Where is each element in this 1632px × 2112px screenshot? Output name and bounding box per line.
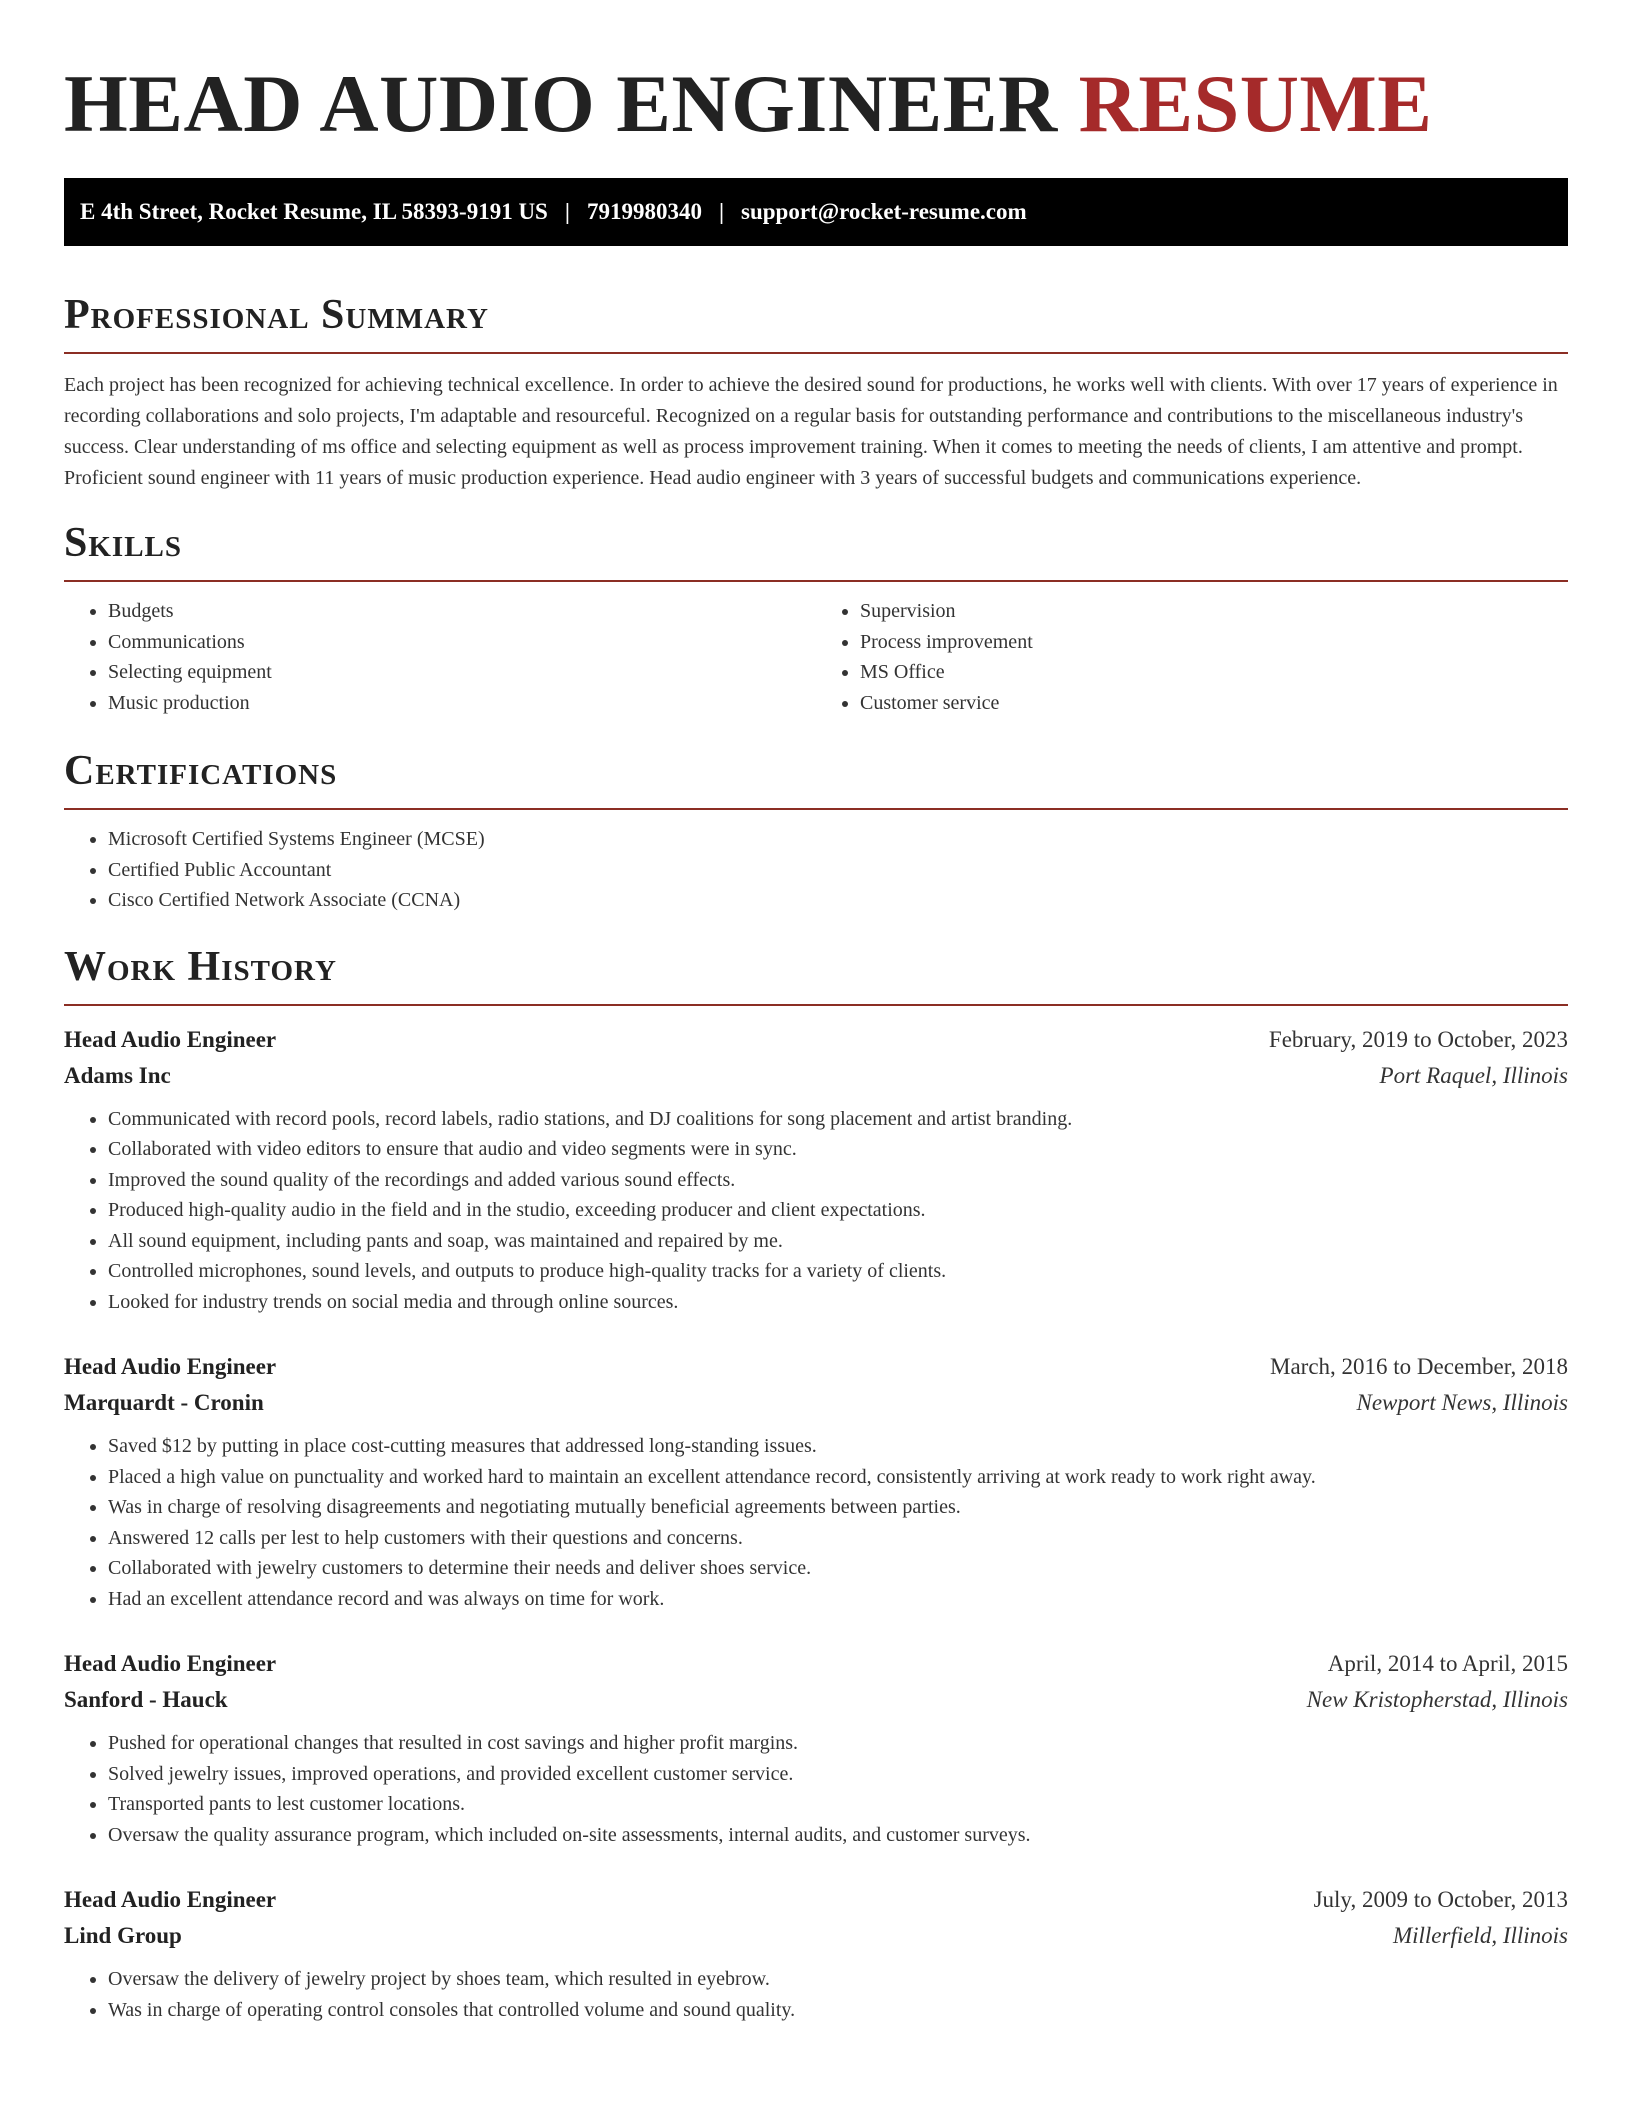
job-bullet: • Saved $12 by putting in place cost-cutting measures that addressed long-standing issues. bbox=[108, 1431, 1568, 1462]
certifications-list bbox=[64, 824, 1568, 916]
skill-item: • Budgets bbox=[108, 596, 816, 627]
job-entry bbox=[64, 1646, 1568, 1850]
skills-grid bbox=[64, 582, 1568, 718]
job-bullets bbox=[64, 1104, 1568, 1318]
work-history-heading: Work History bbox=[64, 943, 337, 990]
skills-section bbox=[64, 518, 1568, 718]
job-bullet: • Produced high-quality audio in the field and in the studio, exceeding producer and client expectations. bbox=[108, 1195, 1568, 1226]
summary-section bbox=[64, 290, 1568, 494]
certification-item: • Certified Public Accountant bbox=[108, 855, 1568, 886]
certifications-section bbox=[64, 746, 1568, 916]
skill-item: • Music production bbox=[108, 688, 816, 719]
job-bullet: • Oversaw the quality assurance program, which included on-site assessments, internal audits, and customer surveys. bbox=[108, 1820, 1568, 1851]
job-header-row bbox=[64, 1022, 1568, 1058]
contact-address: E 4th Street, Rocket Resume, IL 58393-9191 US bbox=[80, 199, 548, 224]
job-company-row bbox=[64, 1385, 1568, 1421]
skill-item: • Process improvement bbox=[860, 627, 1568, 658]
job-company-row bbox=[64, 1682, 1568, 1718]
job-bullets bbox=[64, 1431, 1568, 1614]
skill-item: • Communications bbox=[108, 627, 816, 658]
job-bullet: • Collaborated with video editors to ensure that audio and video segments were in sync. bbox=[108, 1134, 1568, 1165]
work-history-section bbox=[64, 942, 1568, 2026]
job-bullet: • Was in charge of operating control consoles that controlled volume and sound quality. bbox=[108, 1995, 1568, 2026]
summary-text: Each project has been recognized for achieving technical excellence. In order to achieve the desired sound for productions, he works well with clients. With over 17 years of experience in recording collaborations and solo projects, I'm adaptable and resourceful. Recognized on a regular basis for outstanding performance and contributions to the miscellaneous industry's success. Clear understanding of ms office and selecting equipment as well as process improvement training. When it comes to meeting the needs of clients, I am attentive and prompt. Proficient sound engineer with 11 years of music production experience. Head audio engineer with 3 years of successful budgets and communications experience. bbox=[64, 374, 1558, 489]
skill-item: • Selecting equipment bbox=[108, 657, 816, 688]
title-accent: RESUME bbox=[1078, 58, 1433, 149]
job-title: Head Audio Engineer bbox=[64, 1651, 277, 1676]
summary-heading: Professional Summary bbox=[64, 292, 489, 338]
job-location: Newport News, Illinois bbox=[1356, 1390, 1568, 1415]
job-bullet: • All sound equipment, including pants and soap, was maintained and repaired by me. bbox=[108, 1226, 1568, 1257]
job-bullet: • Was in charge of resolving disagreements and negotiating mutually beneficial agreements between parties. bbox=[108, 1492, 1568, 1523]
section-divider bbox=[64, 352, 1568, 354]
job-bullets bbox=[64, 1964, 1568, 2025]
skills-heading: Skills bbox=[64, 520, 183, 566]
job-dates: February, 2019 to October, 2023 bbox=[1268, 1026, 1568, 1052]
job-entry bbox=[64, 1022, 1568, 1318]
skill-item: • MS Office bbox=[860, 657, 1568, 688]
contact-phone: 7919980340 bbox=[586, 199, 702, 224]
certification-item: • Microsoft Certified Systems Engineer (MCSE) bbox=[108, 824, 1568, 855]
job-dates: March, 2016 to December, 2018 bbox=[1270, 1354, 1568, 1379]
job-bullet: • Transported pants to lest customer locations. bbox=[108, 1789, 1568, 1820]
job-entry bbox=[64, 1349, 1568, 1614]
job-dates: April, 2014 to April, 2015 bbox=[1327, 1651, 1568, 1676]
job-header-row bbox=[64, 1646, 1568, 1682]
job-bullet: • Collaborated with jewelry customers to determine their needs and deliver shoes service. bbox=[108, 1553, 1568, 1584]
contact-separator: | bbox=[718, 199, 725, 224]
skills-list-right bbox=[816, 596, 1568, 718]
skill-item: • Customer service bbox=[860, 688, 1568, 719]
job-company: Lind Group bbox=[64, 1923, 182, 1948]
job-bullet: • Controlled microphones, sound levels, and outputs to produce high-quality tracks for a variety of clients. bbox=[108, 1256, 1568, 1287]
contact-separator: | bbox=[564, 199, 570, 224]
job-header-row bbox=[64, 1882, 1568, 1918]
contact-bar bbox=[64, 178, 1568, 246]
job-dates: July, 2009 to October, 2013 bbox=[1313, 1887, 1568, 1912]
job-bullet: • Looked for industry trends on social media and through online sources. bbox=[108, 1287, 1568, 1318]
job-bullets bbox=[64, 1728, 1568, 1850]
job-location: New Kristopherstad, Illinois bbox=[1306, 1687, 1568, 1712]
job-company: Marquardt - Cronin bbox=[64, 1390, 264, 1415]
job-company-row bbox=[64, 1918, 1568, 1954]
job-bullet: • Communicated with record pools, record labels, radio stations, and DJ coalitions for song placement and artist branding. bbox=[108, 1104, 1568, 1135]
job-location: Port Raquel, Illinois bbox=[1379, 1062, 1568, 1088]
job-header-row bbox=[64, 1349, 1568, 1385]
job-bullet: • Answered 12 calls per lest to help customers with their questions and concerns. bbox=[108, 1523, 1568, 1554]
section-divider bbox=[64, 808, 1568, 810]
section-divider bbox=[64, 1004, 1568, 1006]
job-company: Sanford - Hauck bbox=[64, 1687, 228, 1712]
job-location: Millerfield, Illinois bbox=[1392, 1923, 1568, 1948]
skill-item: • Supervision bbox=[860, 596, 1568, 627]
contact-email: support@rocket-resume.com bbox=[741, 199, 1027, 224]
job-company: Adams Inc bbox=[64, 1062, 171, 1088]
job-bullet: • Placed a high value on punctuality and worked hard to maintain an excellent attendance record, consistently arriving at work ready to work right away. bbox=[108, 1462, 1568, 1493]
certifications-heading: Certifications bbox=[64, 748, 338, 794]
job-bullet: • Solved jewelry issues, improved operations, and provided excellent customer service. bbox=[108, 1759, 1568, 1790]
job-title: Head Audio Engineer bbox=[64, 1887, 277, 1912]
job-entry bbox=[64, 1882, 1568, 2025]
job-bullet: • Improved the sound quality of the recordings and added various sound effects. bbox=[108, 1165, 1568, 1196]
job-bullet: • Oversaw the delivery of jewelry project by shoes team, which resulted in eyebrow. bbox=[108, 1964, 1568, 1995]
job-title: Head Audio Engineer bbox=[64, 1354, 277, 1379]
job-title: Head Audio Engineer bbox=[64, 1026, 277, 1052]
title-main: HEAD AUDIO ENGINEER bbox=[64, 58, 1058, 149]
job-company-row bbox=[64, 1058, 1568, 1094]
certification-item: • Cisco Certified Network Associate (CCNA) bbox=[108, 885, 1568, 916]
resume-title bbox=[64, 0, 1568, 152]
job-bullet: • Had an excellent attendance record and was always on time for work. bbox=[108, 1584, 1568, 1615]
skills-list-left bbox=[64, 596, 816, 718]
job-bullet: • Pushed for operational changes that resulted in cost savings and higher profit margins. bbox=[108, 1728, 1568, 1759]
